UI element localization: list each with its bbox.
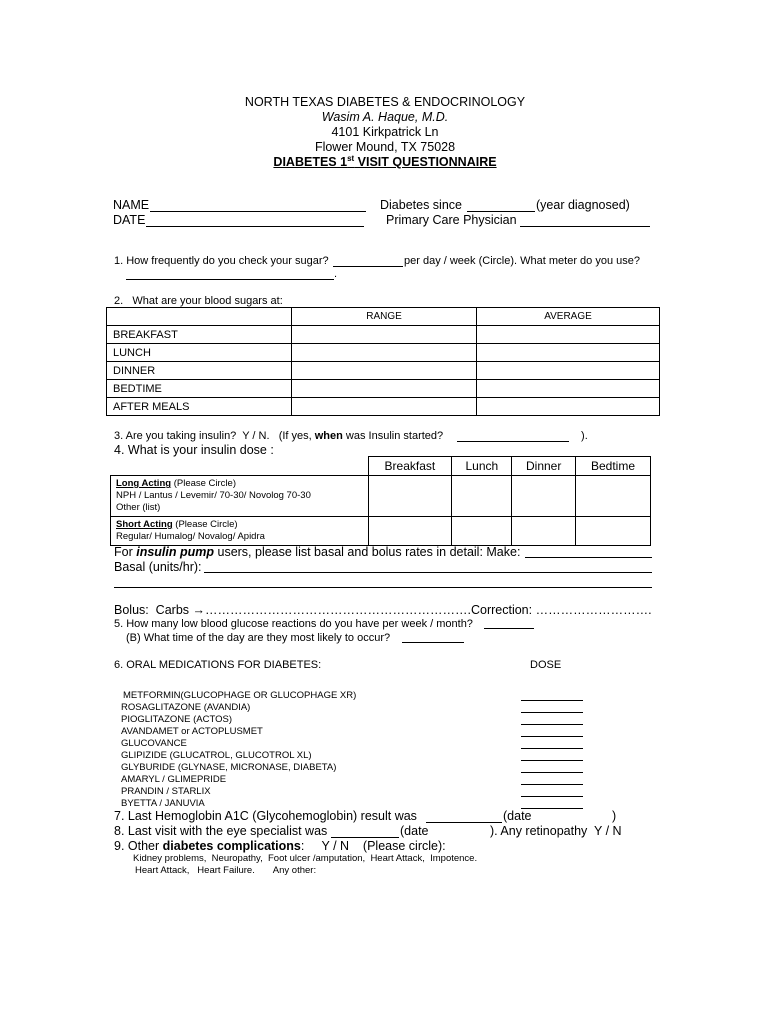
short-acting-cell: Short Acting (Please Circle) Regular/ Humalog/ Novalog/ Apidra — [111, 517, 369, 546]
street-address: 4101 Kirkpatrick Ln — [331, 125, 439, 139]
practice-name: NORTH TEXAS DIABETES & ENDOCRINOLOGY — [244, 95, 526, 109]
med-item: ROSAGLITAZONE (AVANDIA) — [121, 702, 251, 713]
range-cell[interactable] — [292, 380, 477, 398]
dose-cell[interactable] — [512, 476, 576, 517]
dose-header: DOSE — [530, 659, 562, 671]
date-label: DATE — [113, 213, 146, 227]
med-item: AVANDAMET or ACTOPLUSMET — [121, 726, 263, 737]
dose-field[interactable] — [521, 700, 583, 701]
date-field[interactable] — [146, 226, 364, 227]
dose-field[interactable] — [521, 772, 583, 773]
complications-list-1: Kidney problems, Neuropathy, Foot ulcer /amputation, Heart Attack, Impotence. — [133, 853, 478, 864]
med-item: BYETTA / JANUVIA — [121, 798, 205, 809]
med-item: PIOGLITAZONE (ACTOS) — [121, 714, 233, 725]
average-cell[interactable] — [477, 326, 660, 344]
form-title: DIABETES 1st VISIT QUESTIONNAIRE — [273, 154, 497, 170]
dose-cell[interactable] — [512, 517, 576, 546]
q4-text: 4. What is your insulin dose : — [114, 443, 274, 457]
med-item: PRANDIN / STARLIX — [121, 786, 211, 797]
row-label: BREAKFAST — [107, 326, 292, 344]
q6-text: 6. ORAL MEDICATIONS FOR DIABETES: — [114, 659, 322, 671]
dose-field[interactable] — [521, 748, 583, 749]
long-acting-cell: Long Acting (Please Circle) NPH / Lantus / Levemir/ 70-30/ Novolog 70-30 Other (list) — [111, 476, 369, 517]
med-item: GLUCOVANCE — [121, 738, 187, 749]
year-diagnosed-label: (year diagnosed) — [536, 198, 630, 212]
pcp-label: Primary Care Physician — [386, 213, 517, 227]
q8-text-b: (date — [400, 824, 429, 838]
dinner-header: Dinner — [512, 457, 576, 476]
basal-label: Basal (units/hr): — [114, 560, 202, 574]
insulin-dose-table — [110, 456, 651, 546]
pump-make-field[interactable] — [525, 557, 652, 558]
row-label: AFTER MEALS — [107, 398, 292, 416]
dose-cell[interactable] — [368, 517, 452, 546]
q3-end: ). — [578, 430, 588, 442]
q7-text-a: 7. Last Hemoglobin A1C (Glycohemoglobin) result was — [114, 809, 421, 823]
range-cell[interactable] — [292, 326, 477, 344]
insulin-started-field[interactable] — [457, 441, 569, 442]
q5-field[interactable] — [484, 628, 534, 629]
table-row — [107, 344, 660, 362]
q7-text-c: ) — [612, 809, 617, 823]
average-cell[interactable] — [477, 362, 660, 380]
dose-field[interactable] — [521, 712, 583, 713]
dose-field[interactable] — [521, 784, 583, 785]
bedtime-header: Bedtime — [575, 457, 650, 476]
pump-text: For insulin pump users, please list basal and bolus rates in detail: Make: — [114, 545, 521, 559]
city-address: Flower Mound, TX 75028 — [314, 140, 456, 154]
table-row — [107, 362, 660, 380]
dose-cell[interactable] — [575, 517, 650, 546]
range-cell[interactable] — [292, 362, 477, 380]
average-cell[interactable] — [477, 344, 660, 362]
q1-end: . — [334, 268, 338, 280]
table-row — [107, 326, 660, 344]
med-item: GLYBURIDE (GLYNASE, MICRONASE, DIABETA) — [121, 762, 337, 773]
eye-visit-field[interactable] — [331, 837, 399, 838]
row-label: BEDTIME — [107, 380, 292, 398]
basal-field-2[interactable] — [114, 587, 652, 588]
a1c-result-field[interactable] — [426, 822, 502, 823]
range-header: RANGE — [292, 308, 477, 326]
complications-list-2: Heart Attack, Heart Failure. Any other: — [135, 865, 317, 876]
q2-text: 2. What are your blood sugars at: — [114, 295, 283, 307]
dose-field[interactable] — [521, 796, 583, 797]
breakfast-header: Breakfast — [368, 457, 452, 476]
q5b-field[interactable] — [402, 642, 464, 643]
q3-text: 3. Are you taking insulin? Y / N. (If yes, when was Insulin started? — [114, 430, 447, 442]
dose-cell[interactable] — [575, 476, 650, 517]
average-cell[interactable] — [477, 398, 660, 416]
q1-meter-field[interactable] — [126, 279, 334, 280]
dose-cell[interactable] — [452, 517, 512, 546]
basal-field[interactable] — [204, 572, 652, 573]
name-field[interactable] — [150, 211, 366, 212]
lunch-header: Lunch — [452, 457, 512, 476]
name-label: NAME — [113, 198, 150, 212]
dose-cell[interactable] — [368, 476, 452, 517]
q8-text-c: ). Any retinopathy Y / N — [490, 824, 622, 838]
q1-text-a: 1. How frequently do you check your sugar? — [114, 255, 329, 267]
dose-cell[interactable] — [452, 476, 512, 517]
dose-field[interactable] — [521, 724, 583, 725]
row-label: DINNER — [107, 362, 292, 380]
q7-text-b: (date — [503, 809, 532, 823]
diabetes-since-label: Diabetes since — [380, 198, 462, 212]
q5b-text: (B) What time of the day are they most likely to occur? — [126, 632, 391, 644]
table-row — [111, 517, 651, 546]
q8-text-a: 8. Last visit with the eye specialist was — [114, 824, 331, 838]
average-header: AVERAGE — [477, 308, 660, 326]
diabetes-since-field[interactable] — [467, 211, 535, 212]
table-row — [107, 398, 660, 416]
q1-frequency-field[interactable] — [333, 266, 403, 267]
med-item: METFORMIN(GLUCOPHAGE OR GLUCOPHAGE XR) — [123, 690, 357, 701]
pcp-field[interactable] — [520, 226, 650, 227]
table-row — [107, 380, 660, 398]
q5-text: 5. How many low blood glucose reactions do you have per week / month? — [114, 618, 473, 630]
bolus-text: Bolus: Carbs →……………………………………………………….Correction: ………………………. — [114, 603, 652, 617]
table-row — [111, 476, 651, 517]
range-cell[interactable] — [292, 344, 477, 362]
range-cell[interactable] — [292, 398, 477, 416]
dose-field[interactable] — [521, 736, 583, 737]
q1-text-b: per day / week (Circle). What meter do you use? — [404, 255, 640, 267]
doctor-name: Wasim A. Haque, M.D. — [321, 110, 449, 124]
med-item: GLIPIZIDE (GLUCATROL, GLUCOTROL XL) — [121, 750, 312, 761]
med-item: AMARYL / GLIMEPRIDE — [121, 774, 227, 785]
dose-field[interactable] — [521, 760, 583, 761]
q9-text: 9. Other diabetes complications: Y / N (Please circle): — [114, 839, 446, 853]
average-cell[interactable] — [477, 380, 660, 398]
row-label: LUNCH — [107, 344, 292, 362]
blood-sugar-table — [106, 307, 660, 416]
